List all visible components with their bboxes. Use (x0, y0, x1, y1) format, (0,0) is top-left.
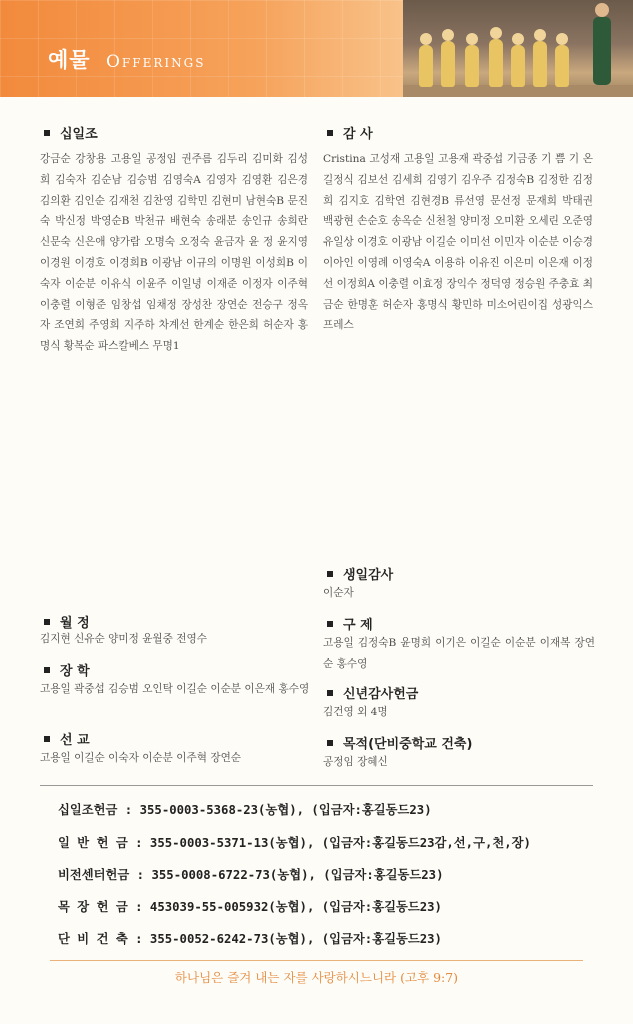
section-title-scholarship: 장 학 (44, 660, 90, 679)
bible-verse: 하나님은 즐겨 내는 자를 사랑하시느니라 (고후 9:7) (174, 970, 459, 985)
tithe-names: 강금순 강창용 고용일 공정임 권주름 김두리 김미화 김성희 김숙자 김순남 김승범 김영숙A 김영자 김영환 김은경 김의환 김인순 김재천 김찬영 김학민 김현미 남현숙B 문진숙 박신정 박영순B 박천규 배현숙 송래분 송인규 송희란 신문숙 신은애 양가람 오명숙 오정숙 윤금자 윤 정 윤지영 이경원 이경호 이경희B 이광남 이규의 이명원 이성희B 이숙자 이순분 이유식 이윤주 이일녕 이재준 이정자 이주혁 이충렬 이형준 임창섭 임채정 장성찬 장연순 전승구 정옥자 조연희 주영희 지주하 차계선 한계순 한은희 허순자 홍명식 황복순 파스칼베스 무명1 (40, 153, 308, 353)
account-danbi-building: 단 비 건 축 : 355-0052-6242-73(농협), (입금자:홍길동드23) (58, 932, 442, 946)
scholarship-names: 고용일 곽중섭 김승범 오인탁 이길순 이순분 이은재 홍수영 (40, 683, 310, 695)
bullet-icon (327, 621, 333, 627)
relief-names: 고용일 김정숙B 윤명희 이기은 이길순 이순분 이재복 장연순 홍수영 (323, 637, 595, 670)
bullet-icon (327, 690, 333, 696)
divider (40, 785, 593, 786)
section-title-birthday: 생일감사 (327, 564, 393, 583)
bullet-icon (327, 740, 333, 746)
page-subtitle: Offerings (106, 52, 206, 72)
account-general: 일 반 헌 금 : 355-0003-5371-13(농협), (입금자:홍길동드23감,선,구,천,장) (58, 836, 531, 850)
section-title-building: 목적(단비중학교 건축) (327, 733, 472, 752)
section-title-tithe: 십일조 (44, 123, 98, 142)
section-title-thanks: 감 사 (327, 123, 373, 142)
bullet-icon (44, 667, 50, 673)
section-title-mission: 선 교 (44, 729, 90, 748)
newyear-names: 김건영 외 4명 (323, 706, 388, 718)
account-cell-group: 목 장 헌 금 : 453039-55-005932(농협), (입금자:홍길동드23) (58, 900, 442, 914)
account-vision-center: 비전센터헌금 : 355-0008-6722-73(농협), (입금자:홍길동드23) (58, 868, 444, 882)
bullet-icon (44, 736, 50, 742)
section-title-newyear: 신년감사헌금 (327, 683, 418, 702)
header-banner (0, 0, 633, 97)
bullet-icon (327, 571, 333, 577)
children-performance-photo (403, 0, 633, 97)
building-names: 공정임 장혜신 (323, 756, 388, 768)
birthday-names: 이순자 (323, 587, 354, 599)
account-tithe: 십일조헌금 : 355-0003-5368-23(농협), (입금자:홍길동드23) (58, 803, 432, 817)
thanks-names: Cristina 고성재 고용일 고용재 곽중섭 기금종 기 쁨 기 온 길정식 김보선 김세희 김영기 김우주 김정숙B 김정한 김정희 김지호 김학연 김현경B 류선영 문선정 문재희 박태권 백광현 손순호 송옥순 신천철 양미정 오미환 오세린 오준영 유일상 이경호 이광남 이길순 이미선 이민자 이순분 이승경 이아인 이영례 이영숙A 이용하 이유진 이은미 이은재 이정선 이정희A 이충렬 이효정 장익수 정덕영 정승원 주충효 최금순 한명훈 허순자 홍명식 황민하 미소어린이집 성광익스프레스 (323, 153, 593, 332)
bullet-icon (44, 130, 50, 136)
mission-names: 고용일 이길순 이숙자 이순분 이주혁 장연순 (40, 752, 242, 764)
section-title-relief: 구 제 (327, 614, 373, 633)
page-title: 예물 (48, 48, 91, 72)
bullet-icon (327, 130, 333, 136)
monthly-names: 김지현 신유순 양미정 윤월중 전영수 (40, 633, 207, 645)
section-title-monthly: 월 정 (44, 612, 90, 631)
bullet-icon (44, 619, 50, 625)
divider (50, 960, 583, 961)
